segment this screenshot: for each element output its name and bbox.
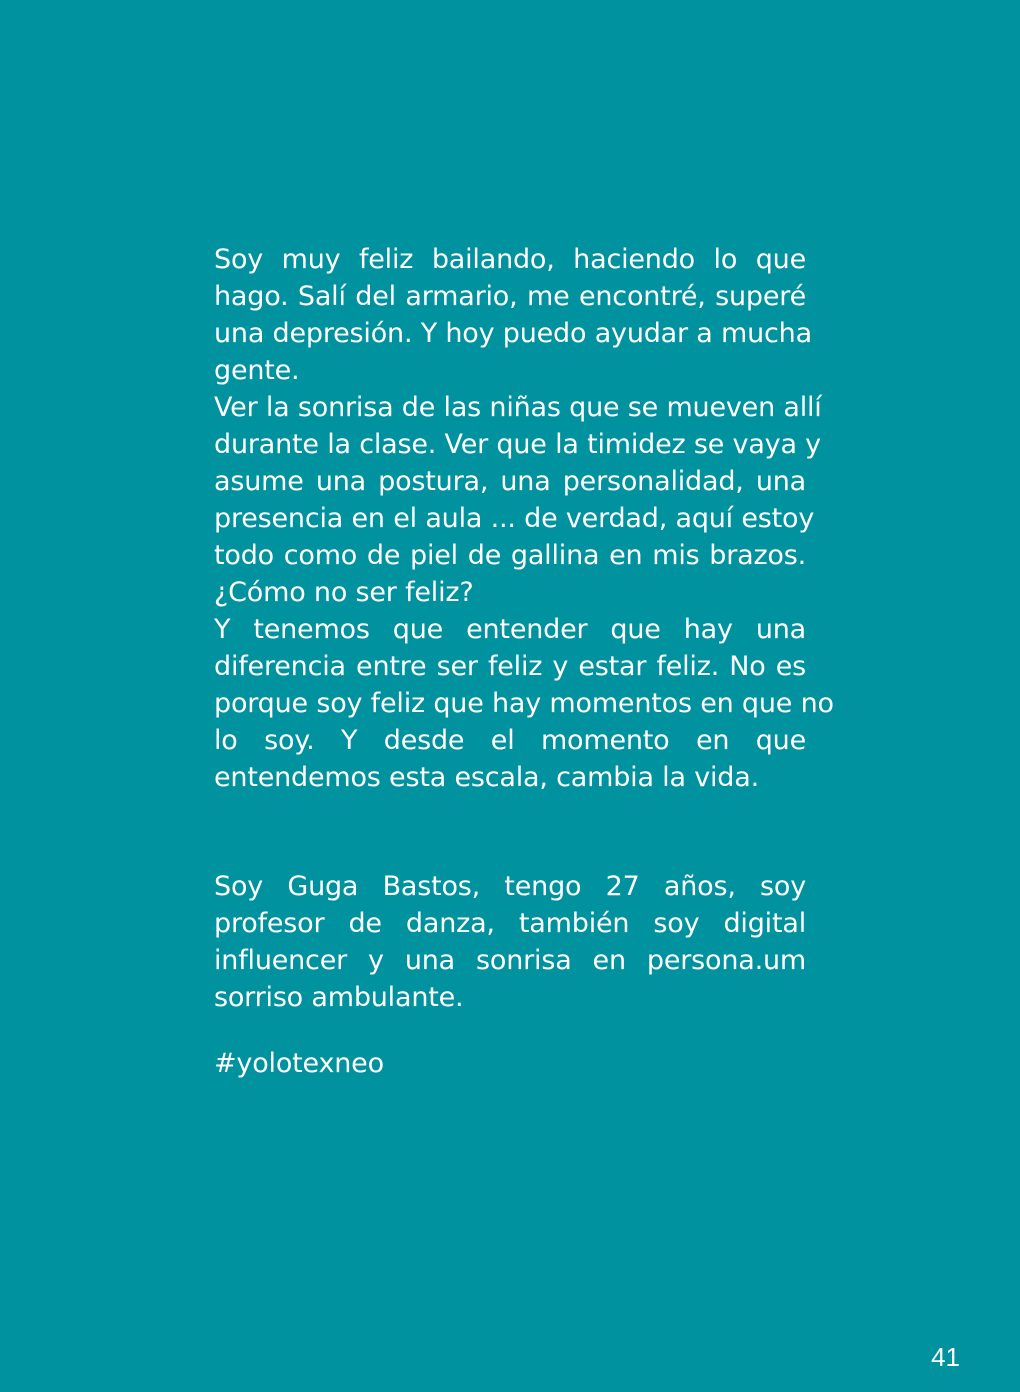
text-line: Ver la sonrisa de las niñas que se mueven allí [214, 392, 822, 423]
text-line: todo como de piel de gallina en mis brazos. [214, 540, 806, 571]
text-line: lo soy. Y desde el momento en que [214, 725, 806, 756]
text-line: diferencia entre ser feliz y estar feliz. No es [214, 651, 806, 682]
text-line: Soy Guga Bastos, tengo 27 años, soy [214, 871, 806, 902]
text-line: Y tenemos que entender que hay una [214, 614, 806, 645]
paragraph-2 [214, 389, 822, 611]
text-line: Soy muy feliz bailando, haciendo lo que [214, 244, 806, 275]
text-line: entendemos esta escala, cambia la vida. [214, 762, 759, 793]
paragraph-3 [214, 611, 834, 796]
text-line: profesor de danza, también soy digital [214, 908, 806, 939]
paragraph-1 [214, 241, 812, 389]
text-line: sorriso ambulante. [214, 982, 464, 1013]
text-line: ¿Cómo no ser feliz? [214, 577, 474, 608]
text-line: presencia en el aula ... de verdad, aquí estoy [214, 503, 815, 534]
text-line: porque soy feliz que hay momentos en que no [214, 688, 834, 719]
text-line: influencer y una sonrisa en persona.um [214, 945, 806, 976]
hashtag-text: #yolotexneo [214, 1048, 384, 1079]
page-number: 41 [931, 1342, 960, 1372]
text-line: durante la clase. Ver que la timidez se vaya y [214, 429, 821, 460]
text-line: hago. Salí del armario, me encontré, superé [214, 281, 806, 312]
text-line: gente. [214, 355, 300, 386]
hashtag [214, 1045, 806, 1082]
text-line: una depresión. Y hoy puedo ayudar a mucha [214, 318, 812, 349]
bio-text [214, 868, 806, 1016]
text-line: asume una postura, una personalidad, una [214, 466, 806, 497]
main-text [214, 241, 834, 796]
